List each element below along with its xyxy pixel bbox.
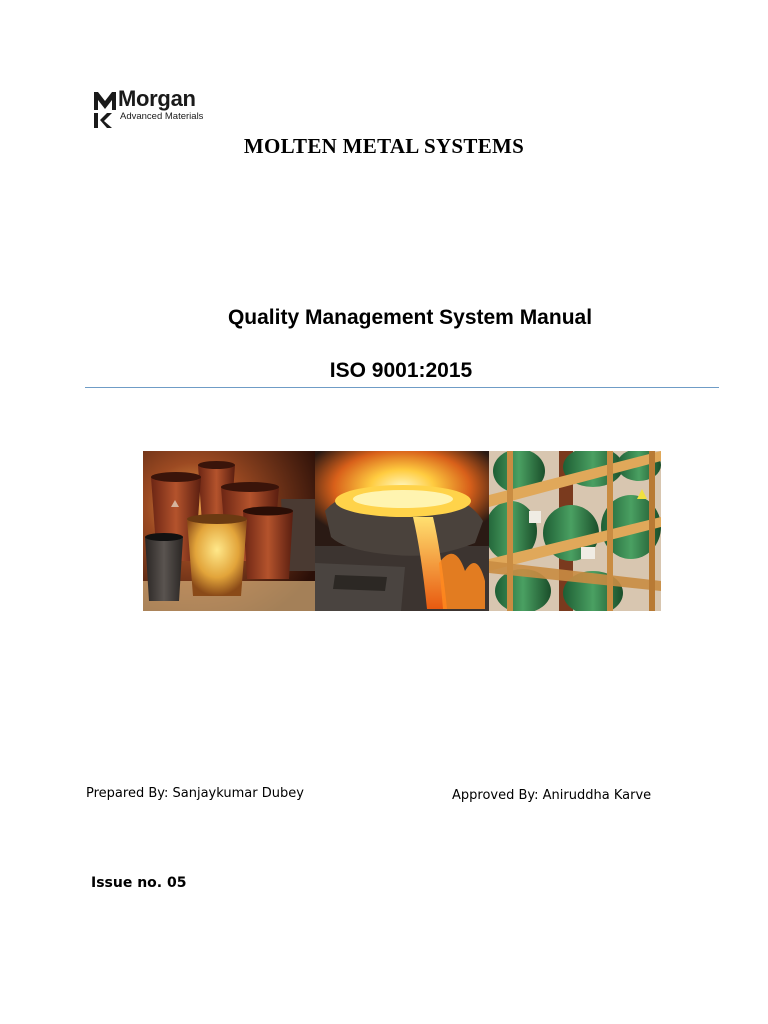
division-heading: MOLTEN METAL SYSTEMS (243, 134, 525, 158)
morgan-logo-mark-icon (93, 90, 117, 130)
approved-by: Approved By: Aniruddha Karve (452, 788, 652, 803)
prepared-by: Prepared By: Sanjaykumar Dubey (86, 786, 304, 801)
cover-banner (143, 451, 661, 611)
logo-tagline: Advanced Materials (120, 111, 204, 122)
company-logo (93, 88, 243, 132)
crucible-storage-rack-photo (489, 451, 661, 611)
crucibles-photo (143, 451, 315, 611)
standard-title: ISO 9001:2015 (329, 359, 473, 382)
issue-number: Issue no. 05 (91, 875, 187, 891)
logo-wordmark: Morgan (118, 86, 196, 111)
document-title: Quality Management System Manual (227, 306, 593, 329)
title-divider (85, 387, 719, 388)
molten-metal-pour-photo (315, 451, 489, 611)
